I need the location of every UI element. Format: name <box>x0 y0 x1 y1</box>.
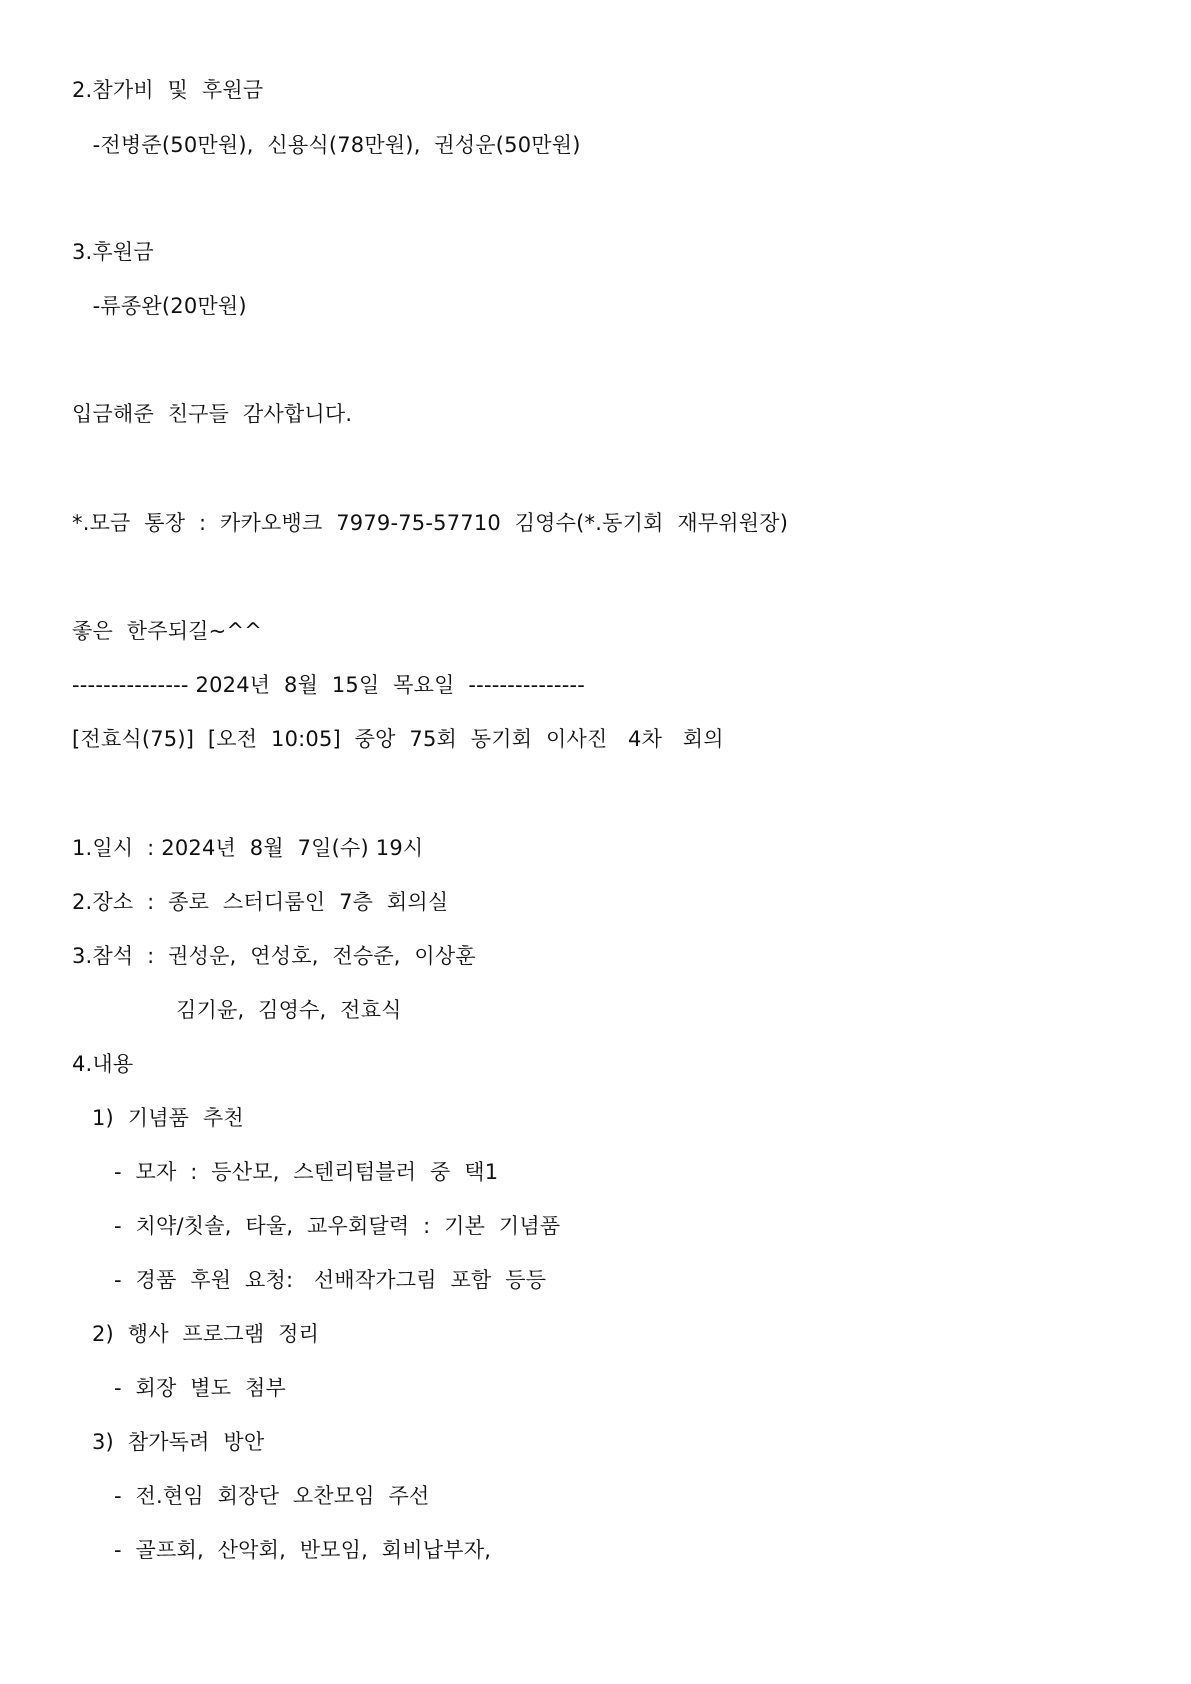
meeting-attendees-continued: 김기윤, 김영수, 전효식 <box>176 998 402 1022</box>
item-3-detail-1: - 전.현임 회장단 오찬모임 주선 <box>114 1484 430 1508</box>
thanks-text: 입금해준 친구들 감사합니다. <box>72 402 353 426</box>
meeting-location: 2.장소 : 종로 스터디룸인 7층 회의실 <box>72 890 449 914</box>
contents-heading: 4.내용 <box>72 1052 134 1076</box>
section-3-heading: 3.후원금 <box>72 240 154 264</box>
section-2-donors: -전병준(50만원), 신용식(78만원), 권성운(50만원) <box>72 133 581 157</box>
item-1-detail-3: - 경품 후원 요청: 선배작가그림 포함 등등 <box>114 1268 547 1292</box>
item-3-detail-2: - 골프회, 산악회, 반모임, 회비납부자, <box>114 1538 492 1562</box>
item-1-detail-1: - 모자 : 등산모, 스텐리텀블러 중 택1 <box>114 1160 499 1184</box>
bank-account-text: *.모금 통장 : 카카오뱅크 7979-75-57710 김영수(*.동기회 재무위원장) <box>72 511 789 535</box>
item-2-detail-1: - 회장 별도 첨부 <box>114 1376 286 1400</box>
date-separator: --------------- 2024년 8월 15일 목요일 --------------- <box>72 673 586 697</box>
item-3-heading: 3) 참가독려 방안 <box>92 1430 265 1454</box>
section-2-heading: 2.참가비 및 후원금 <box>72 78 264 102</box>
meeting-title: [전효식(75)] [오전 10:05] 중앙 75회 동기회 이사진 4차 회의 <box>72 727 724 751</box>
meeting-attendees: 3.참석 : 권성운, 연성호, 전승준, 이상훈 <box>72 944 476 968</box>
item-2-heading: 2) 행사 프로그램 정리 <box>92 1322 320 1346</box>
item-1-heading: 1) 기념품 추천 <box>92 1106 244 1130</box>
meeting-datetime: 1.일시 : 2024년 8월 7일(수) 19시 <box>72 836 424 860</box>
section-3-donors: -류종완(20만원) <box>72 294 247 318</box>
item-1-detail-2: - 치약/칫솔, 타울, 교우회달력 : 기본 기념품 <box>114 1214 561 1238</box>
greeting-text: 좋은 한주되길~^^ <box>72 619 263 643</box>
